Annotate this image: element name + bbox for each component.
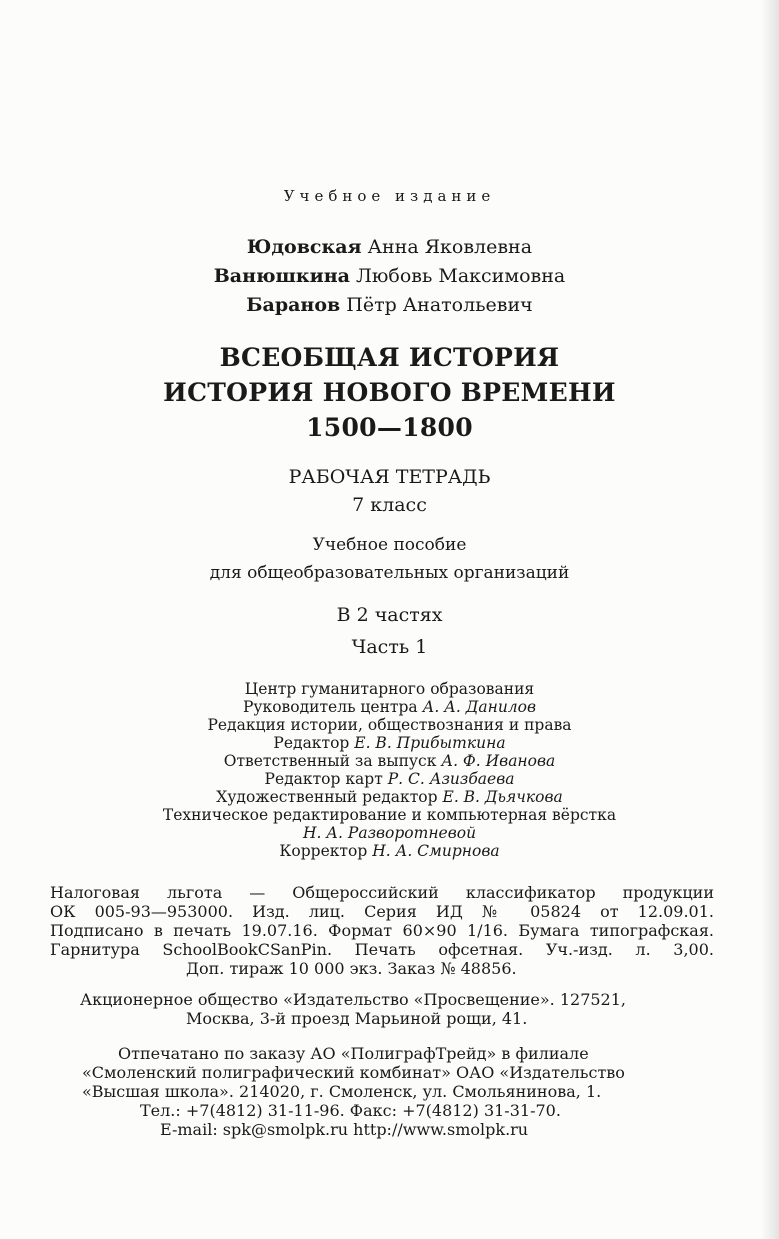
- printer-line: E-mail: spk@smolpk.ru http://www.smolpk.ru: [160, 1120, 529, 1139]
- parts-label: В 2 частях: [336, 604, 443, 626]
- workbook-label: РАБОЧАЯ ТЕТРАДЬ: [288, 466, 491, 488]
- part-label: Часть 1: [351, 636, 428, 658]
- credit-line: Редактор Е. В. Прибыткина: [273, 734, 506, 752]
- print-info-line: Подписано в печать 19.07.16. Формат 60×90 1/16. Бумага типографская.: [50, 921, 714, 940]
- printer-line: «Высшая школа». 214020, г. Смоленск, ул. Смольянинова, 1.: [82, 1082, 602, 1101]
- author-1: [0, 236, 779, 258]
- author-2-surname: Ванюшкина: [213, 265, 350, 287]
- credit-line: Центр гуманитарного образования: [244, 680, 535, 698]
- author-1-surname: Юдовская: [246, 236, 362, 258]
- credit-line: Руководитель центра А. А. Данилов: [242, 698, 537, 716]
- print-info-line: Налоговая льгота — Общероссийский классификатор продукции: [50, 883, 714, 902]
- print-info-line: Доп. тираж 10 000 экз. Заказ № 48856.: [186, 959, 517, 978]
- author-3-name: Пётр Анатольевич: [346, 294, 533, 316]
- credit-line: Ответственный за выпуск А. Ф. Иванова: [223, 752, 556, 770]
- author-3: [0, 294, 779, 316]
- credit-line: Художественный редактор Е. В. Дьячкова: [216, 788, 563, 806]
- manual-line-1: Учебное пособие: [312, 535, 467, 555]
- edition-type: Учебное издание: [283, 187, 496, 205]
- title-line-1: ВСЕОБЩАЯ ИСТОРИЯ: [219, 343, 560, 372]
- manual-line-2: для общеобразовательных организаций: [209, 563, 570, 583]
- credit-line: Редакция истории, обществознания и права: [207, 716, 572, 734]
- grade-label: 7 класс: [352, 494, 427, 516]
- printer-line: «Смоленский полиграфический комбинат» ОАО «Издательство: [82, 1063, 625, 1082]
- print-info-line: ОК 005-93—953000. Изд. лиц. Серия ИД № 05824 от 12.09.01.: [50, 902, 714, 921]
- printer-line: Тел.: +7(4812) 31-11-96. Факс: +7(4812) 31-31-70.: [140, 1101, 561, 1120]
- credit-line: Редактор карт Р. С. Азизбаева: [264, 770, 515, 788]
- print-info-line: Гарнитура SchoolBookCSanPin. Печать офсетная. Уч.-изд. л. 3,00.: [50, 940, 714, 959]
- author-2-name: Любовь Максимовна: [356, 265, 566, 287]
- credit-line: Корректор Н. А. Смирнова: [279, 842, 500, 860]
- author-3-surname: Баранов: [246, 294, 341, 316]
- title-line-2: ИСТОРИЯ НОВОГО ВРЕМЕНИ: [163, 378, 616, 407]
- title-line-3: 1500—1800: [306, 413, 473, 442]
- author-1-name: Анна Яковлевна: [367, 236, 533, 258]
- publisher-line: Москва, 3-й проезд Марьиной рощи, 41.: [186, 1009, 528, 1028]
- printer-line: Отпечатано по заказу АО «ПолиграфТрейд» в филиале: [118, 1044, 589, 1063]
- credit-line: Н. А. Разворотневой: [302, 824, 477, 842]
- credit-line: Техническое редактирование и компьютерная вёрстка: [162, 806, 617, 824]
- author-2: [0, 265, 779, 287]
- page-edge-shadow: [761, 0, 779, 1239]
- publisher-line: Акционерное общество «Издательство «Просвещение». 127521,: [80, 990, 626, 1009]
